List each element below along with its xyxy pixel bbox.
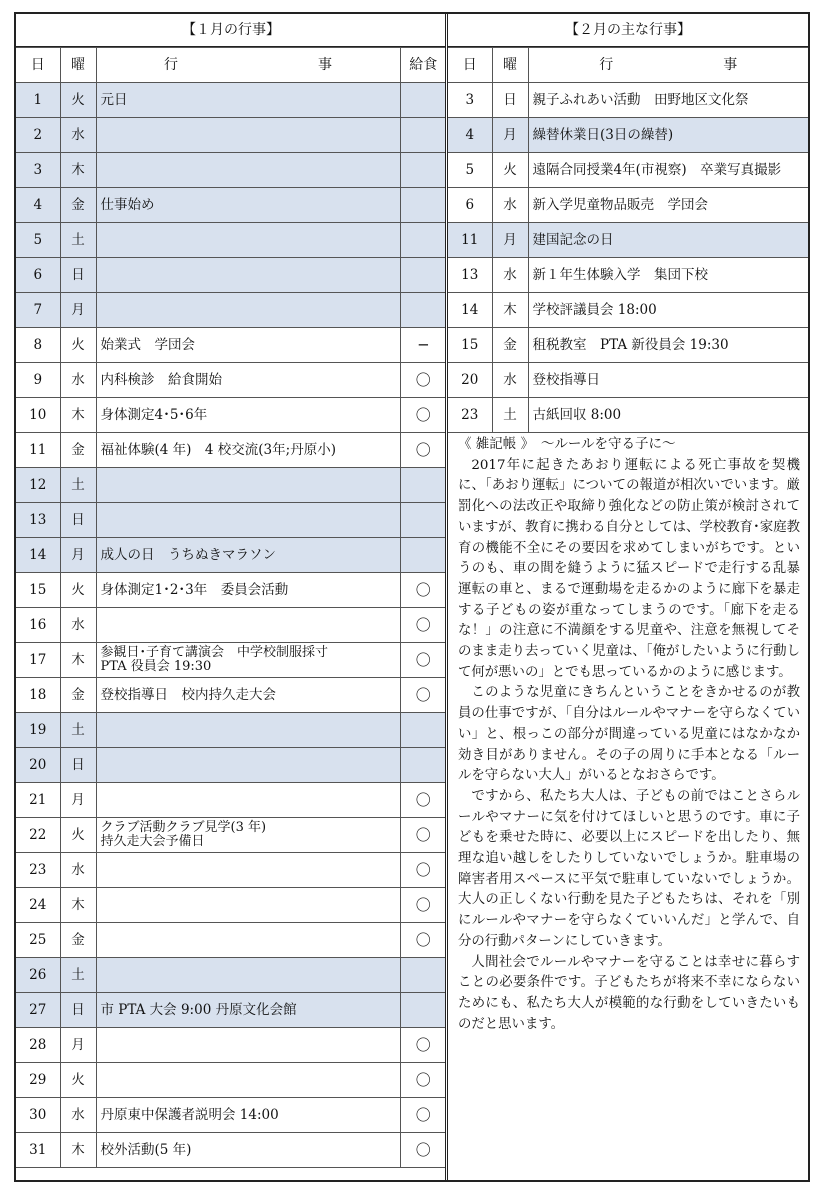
day-cell: 29 <box>16 1063 60 1098</box>
january-row <box>16 118 446 153</box>
weekday-cell: 月 <box>492 223 528 258</box>
event-cell <box>96 748 400 783</box>
notes-column <box>448 430 808 1035</box>
lunch-cell <box>400 713 446 748</box>
event-cell <box>96 258 400 293</box>
day-cell: 27 <box>16 993 60 1028</box>
weekday-cell: 金 <box>60 433 96 468</box>
january-row <box>16 818 446 853</box>
weekday-cell: 土 <box>60 468 96 503</box>
event-cell <box>96 818 400 853</box>
january-row <box>16 223 446 258</box>
lunch-cell: 〇 <box>400 923 446 958</box>
event-cell: 登校指導日 <box>528 363 808 398</box>
event-text: 市 PTA 大会 9:00 丹原文化会館 <box>100 1002 297 1018</box>
day-cell: 14 <box>16 538 60 573</box>
weekday-cell: 火 <box>60 328 96 363</box>
january-row <box>16 713 446 748</box>
notes-paragraph: ですから、私たち大人は、子どもの前ではことさらルールやマナーに気を付けてほしいと思うのです。車に子どもを乗せた時に、必要以上にスピードを出したり、無理な追い越しをしたりしていないでしょうか。駐車場の障害者用スペースに平気で駐車していないでしょうか。大人の正しくない行動を見た子どもたちは、それを「別にルールやマナーを守らなくていいんだ」と学んで、自分の行動パターンにしていきます。 <box>458 788 800 949</box>
lunch-header: 給食 <box>400 48 446 83</box>
day-cell: 11 <box>448 223 492 258</box>
february-row <box>448 188 808 223</box>
lunch-cell: 〇 <box>400 1063 446 1098</box>
february-row <box>448 223 808 258</box>
weekday-cell: 金 <box>60 923 96 958</box>
weekday-cell: 月 <box>492 118 528 153</box>
january-row <box>16 853 446 888</box>
lunch-cell <box>400 958 446 993</box>
event-text: 登校指導日 校内持久走大会 <box>100 687 276 703</box>
weekday-cell: 火 <box>492 153 528 188</box>
day-cell: 18 <box>16 678 60 713</box>
day-cell: 24 <box>16 888 60 923</box>
january-row <box>16 538 446 573</box>
february-header-row <box>448 48 808 83</box>
january-row <box>16 1063 446 1098</box>
event-cell <box>96 398 400 433</box>
january-row <box>16 363 446 398</box>
event-cell <box>96 993 400 1028</box>
lunch-cell: 〇 <box>400 853 446 888</box>
event-cell <box>96 1063 400 1098</box>
event-cell <box>96 503 400 538</box>
weekday-cell: 水 <box>60 118 96 153</box>
weekday-cell: 金 <box>60 188 96 223</box>
weekday-cell: 火 <box>60 818 96 853</box>
february-row <box>448 83 808 118</box>
february-row <box>448 363 808 398</box>
event-cell <box>96 1098 400 1133</box>
day-cell: 23 <box>448 398 492 433</box>
event-cell <box>96 1133 400 1168</box>
weekday-cell: 日 <box>60 993 96 1028</box>
january-row <box>16 888 446 923</box>
lunch-cell: 〇 <box>400 573 446 608</box>
january-row <box>16 83 446 118</box>
january-row <box>16 678 446 713</box>
day-cell: 4 <box>16 188 60 223</box>
event-cell <box>96 188 400 223</box>
lunch-cell <box>400 538 446 573</box>
january-row <box>16 153 446 188</box>
event-cell <box>96 223 400 258</box>
event-text: 福祉体験(4 年) 4 校交流(3年;丹原小) <box>100 442 336 458</box>
event-text: 持久走大会予備日 <box>100 834 205 849</box>
weekday-cell: 木 <box>492 293 528 328</box>
weekday-header: 曜 <box>492 48 528 83</box>
weekday-cell: 金 <box>492 328 528 363</box>
event-cell <box>96 853 400 888</box>
lunch-cell <box>400 83 446 118</box>
weekday-cell: 月 <box>60 1028 96 1063</box>
january-title: 【１月の行事】 <box>16 14 446 47</box>
lunch-cell: 〇 <box>400 818 446 853</box>
lunch-cell: ─ <box>400 328 446 363</box>
january-row <box>16 1098 446 1133</box>
day-cell: 6 <box>16 258 60 293</box>
january-row <box>16 503 446 538</box>
lunch-cell: 〇 <box>400 1028 446 1063</box>
february-row <box>448 153 808 188</box>
event-text: 校外活動(5 年) <box>100 1142 192 1158</box>
weekday-cell: 土 <box>492 398 528 433</box>
day-cell: 8 <box>16 328 60 363</box>
lunch-cell: 〇 <box>400 1133 446 1168</box>
day-cell: 21 <box>16 783 60 818</box>
weekday-cell: 水 <box>492 363 528 398</box>
day-cell: 4 <box>448 118 492 153</box>
event-cell <box>96 118 400 153</box>
weekday-cell: 木 <box>60 1133 96 1168</box>
event-cell <box>96 573 400 608</box>
day-cell: 17 <box>16 643 60 678</box>
event-cell: 租税教室 PTA 新役員会 19:30 <box>528 328 808 363</box>
day-cell: 25 <box>16 923 60 958</box>
january-table <box>16 47 446 1168</box>
event-cell <box>96 468 400 503</box>
day-cell: 22 <box>16 818 60 853</box>
event-cell <box>96 608 400 643</box>
weekday-cell: 水 <box>60 1098 96 1133</box>
february-row <box>448 398 808 433</box>
day-cell: 20 <box>448 363 492 398</box>
event-cell <box>96 153 400 188</box>
weekday-cell: 水 <box>60 363 96 398</box>
january-row <box>16 293 446 328</box>
lunch-cell <box>400 293 446 328</box>
weekday-cell: 月 <box>60 783 96 818</box>
day-cell: 1 <box>16 83 60 118</box>
day-cell: 6 <box>448 188 492 223</box>
event-text: 内科検診 給食開始 <box>100 372 222 388</box>
day-cell: 12 <box>16 468 60 503</box>
day-cell: 5 <box>448 153 492 188</box>
day-cell: 9 <box>16 363 60 398</box>
weekday-cell: 金 <box>60 678 96 713</box>
weekday-cell: 水 <box>60 608 96 643</box>
event-cell: 学校評議員会 18:00 <box>528 293 808 328</box>
event-cell: 新１年生体験入学 集団下校 <box>528 258 808 293</box>
lunch-cell: 〇 <box>400 783 446 818</box>
weekday-cell: 水 <box>492 188 528 223</box>
january-header-row <box>16 48 446 83</box>
event-cell <box>96 643 400 678</box>
day-cell: 15 <box>16 573 60 608</box>
lunch-cell <box>400 503 446 538</box>
january-panel <box>16 14 446 1168</box>
event-cell <box>96 538 400 573</box>
lunch-cell: 〇 <box>400 643 446 678</box>
january-row <box>16 573 446 608</box>
event-cell <box>96 433 400 468</box>
lunch-cell <box>400 258 446 293</box>
weekday-cell: 日 <box>492 83 528 118</box>
lunch-cell: 〇 <box>400 398 446 433</box>
lunch-cell: 〇 <box>400 608 446 643</box>
weekday-cell: 木 <box>60 888 96 923</box>
event-cell <box>96 328 400 363</box>
january-row <box>16 433 446 468</box>
event-header: 行 事 <box>96 48 400 83</box>
event-cell <box>96 363 400 398</box>
lunch-cell: 〇 <box>400 363 446 398</box>
event-cell <box>96 958 400 993</box>
event-text: 丹原東中保護者説明会 14:00 <box>100 1107 279 1123</box>
lunch-cell <box>400 748 446 783</box>
january-row <box>16 468 446 503</box>
event-text: 元日 <box>100 92 128 108</box>
february-row <box>448 328 808 363</box>
day-cell: 3 <box>448 83 492 118</box>
weekday-cell: 火 <box>60 573 96 608</box>
event-cell: 繰替休業日(3日の繰替) <box>528 118 808 153</box>
weekday-cell: 水 <box>492 258 528 293</box>
event-cell: 親子ふれあい活動 田野地区文化祭 <box>528 83 808 118</box>
weekday-cell: 月 <box>60 538 96 573</box>
event-cell <box>96 888 400 923</box>
day-cell: 30 <box>16 1098 60 1133</box>
lunch-cell <box>400 153 446 188</box>
day-cell: 11 <box>16 433 60 468</box>
lunch-cell: 〇 <box>400 678 446 713</box>
event-text: 成人の日 うちぬきマラソン <box>100 547 276 563</box>
weekday-cell: 日 <box>60 748 96 783</box>
notes-paragraph: 人間社会でルールやマナーを守ることは幸せに暮らすことの必要条件です。子どもたちが将来不幸にならないためにも、私たち大人が模範的な行動をしていきたいものだと思います。 <box>458 954 800 1032</box>
february-table <box>448 47 808 433</box>
january-row <box>16 958 446 993</box>
notes-paragraph: 2017年に起きたあおり運転による死亡事故を契機に、「あおり運転」についての報道が相次いでいます。厳罰化への法改正や取締り強化などの防止策が検討されていますが、教育に携わる自分としては、学校教育･家庭教育の機能不全にその要因を求めてしまいがちです。というのも、車の間を縫うように猛スピードで走行する乱暴運転の車と、まるで運動場を走るかのように廊下を暴走する子どもの姿が重なってしまうのです。「廊下を走るな！」の注意に不満顔をする児童や、注意を無視してそのまま走り去っていく児童は、「俺がしたいように行動して何が悪いの」とでも思っているかのように感じます。 <box>458 457 800 680</box>
day-header: 日 <box>448 48 492 83</box>
weekday-cell: 木 <box>60 398 96 433</box>
event-text: PTA 役員会 19:30 <box>100 659 212 674</box>
event-cell <box>96 83 400 118</box>
day-cell: 13 <box>448 258 492 293</box>
january-row <box>16 398 446 433</box>
january-row <box>16 608 446 643</box>
lunch-cell <box>400 993 446 1028</box>
day-cell: 5 <box>16 223 60 258</box>
lunch-cell <box>400 118 446 153</box>
february-row <box>448 293 808 328</box>
weekday-cell: 水 <box>60 853 96 888</box>
event-cell <box>96 1028 400 1063</box>
newsletter-sheet <box>14 12 810 1182</box>
lunch-cell <box>400 188 446 223</box>
event-text: 始業式 学団会 <box>100 337 195 353</box>
weekday-cell: 日 <box>60 503 96 538</box>
february-row <box>448 118 808 153</box>
day-cell: 10 <box>16 398 60 433</box>
day-cell: 3 <box>16 153 60 188</box>
event-text: 身体測定1･2･3年 委員会活動 <box>100 582 289 598</box>
event-cell <box>96 678 400 713</box>
event-cell <box>96 783 400 818</box>
day-cell: 28 <box>16 1028 60 1063</box>
day-cell: 2 <box>16 118 60 153</box>
weekday-cell: 月 <box>60 293 96 328</box>
event-text: 身体測定4･5･6年 <box>100 407 208 423</box>
day-cell: 14 <box>448 293 492 328</box>
weekday-cell: 火 <box>60 83 96 118</box>
lunch-cell: 〇 <box>400 433 446 468</box>
lunch-cell: 〇 <box>400 1098 446 1133</box>
day-cell: 19 <box>16 713 60 748</box>
january-row <box>16 748 446 783</box>
notes-paragraph: このような児童にきちんということをきかせるのが教員の仕事ですが、「自分はルールやマナーを守らなくていい」と、根っこの部分が間違っている児童にはなかなか効き目がありません。その子の周りに手本となる「ルールを守らない大人」がいるとなおさらです。 <box>458 685 800 784</box>
event-cell <box>96 923 400 958</box>
weekday-cell: 日 <box>60 258 96 293</box>
day-header: 日 <box>16 48 60 83</box>
january-row <box>16 328 446 363</box>
event-text: 参観日･子育て講演会 中学校制服採寸 <box>100 645 329 660</box>
january-row <box>16 1028 446 1063</box>
event-text: クラブ活動クラブ見学(3 年) <box>100 820 267 835</box>
day-cell: 13 <box>16 503 60 538</box>
weekday-cell: 土 <box>60 713 96 748</box>
day-cell: 16 <box>16 608 60 643</box>
day-cell: 20 <box>16 748 60 783</box>
february-panel <box>448 14 808 1032</box>
notes-title: 《 雑記帳 》 ～ルールを守る子に～ <box>458 436 676 452</box>
day-cell: 23 <box>16 853 60 888</box>
lunch-cell: 〇 <box>400 888 446 923</box>
january-row <box>16 783 446 818</box>
event-cell: 新入学児童物品販売 学団会 <box>528 188 808 223</box>
weekday-cell: 土 <box>60 958 96 993</box>
event-cell: 遠隔合同授業4年(市視察) 卒業写真撮影 <box>528 153 808 188</box>
day-cell: 26 <box>16 958 60 993</box>
weekday-cell: 土 <box>60 223 96 258</box>
day-cell: 15 <box>448 328 492 363</box>
event-text: 仕事始め <box>100 197 155 213</box>
event-cell <box>96 713 400 748</box>
event-cell: 古紙回収 8:00 <box>528 398 808 433</box>
january-row <box>16 643 446 678</box>
weekday-cell: 火 <box>60 1063 96 1098</box>
january-row <box>16 188 446 223</box>
day-cell: 31 <box>16 1133 60 1168</box>
january-row <box>16 993 446 1028</box>
february-row <box>448 258 808 293</box>
weekday-header: 曜 <box>60 48 96 83</box>
event-cell: 建国記念の日 <box>528 223 808 258</box>
weekday-cell: 木 <box>60 643 96 678</box>
february-title: 【２月の主な行事】 <box>448 14 808 47</box>
january-row <box>16 923 446 958</box>
january-row <box>16 1133 446 1168</box>
lunch-cell <box>400 223 446 258</box>
weekday-cell: 木 <box>60 153 96 188</box>
event-cell <box>96 293 400 328</box>
lunch-cell <box>400 468 446 503</box>
january-row <box>16 258 446 293</box>
event-header: 行 事 <box>528 48 808 83</box>
day-cell: 7 <box>16 293 60 328</box>
